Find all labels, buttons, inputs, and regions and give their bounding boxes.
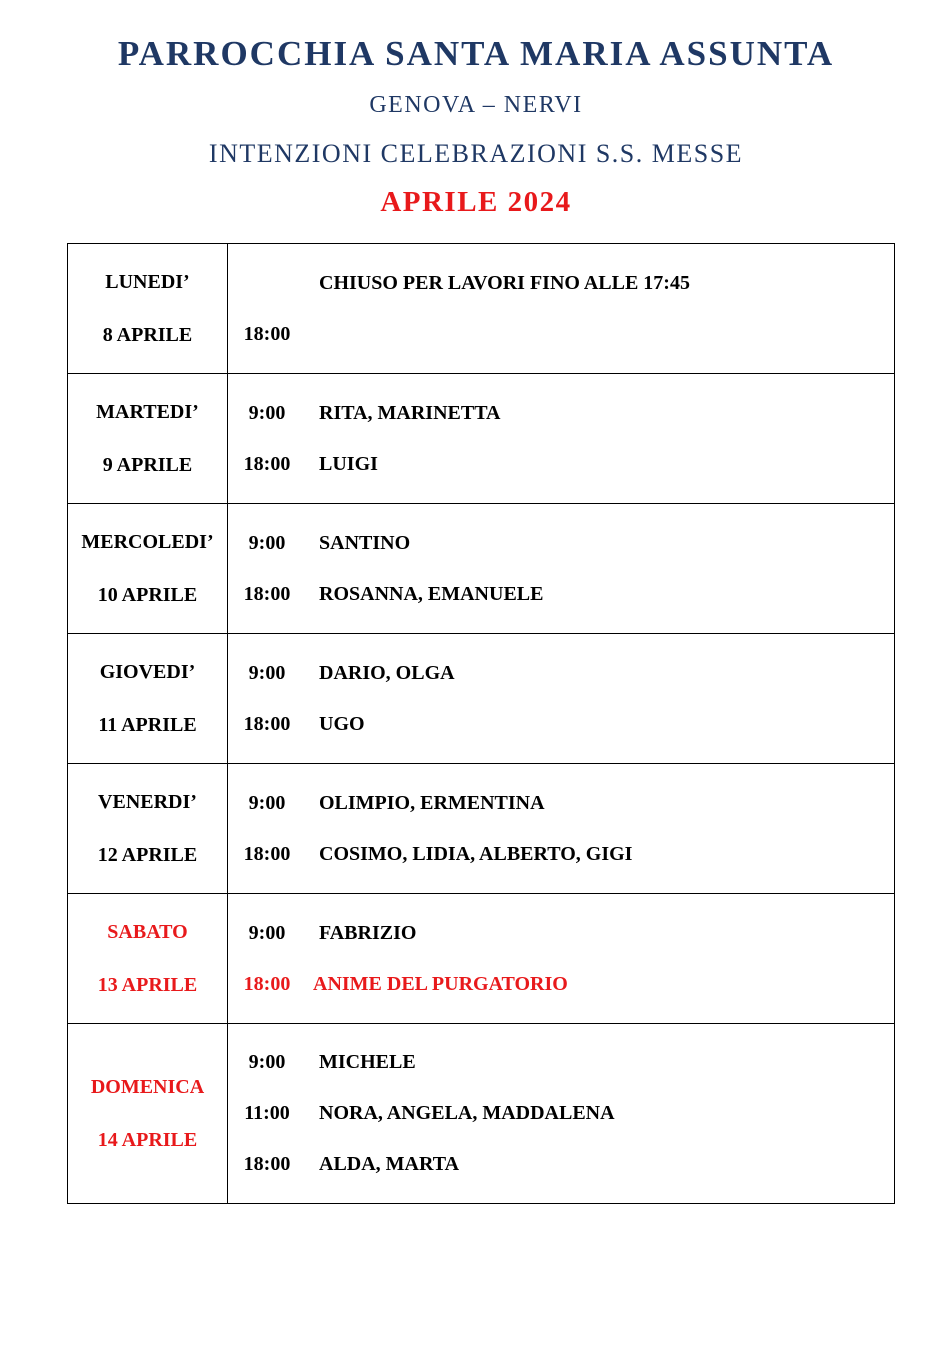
note-line xyxy=(228,258,894,309)
mass-intention: UGO xyxy=(319,712,365,735)
day-cell xyxy=(68,374,228,503)
mass-time: 18:00 xyxy=(243,452,291,475)
date: 14 APRILE xyxy=(97,1128,198,1151)
weekday: VENERDI’ xyxy=(98,790,197,813)
mass-intention: RITA, MARINETTA xyxy=(319,401,501,424)
mass-time: 18:00 xyxy=(243,712,291,735)
mass-line xyxy=(228,309,894,360)
weekday: MARTEDI’ xyxy=(96,400,199,423)
weekday: LUNEDI’ xyxy=(105,270,190,293)
table-row-friday xyxy=(68,764,895,894)
mass-time: 9:00 xyxy=(248,401,286,424)
mass-line xyxy=(228,439,894,490)
day-cell xyxy=(68,504,228,633)
mass-time: 18:00 xyxy=(243,322,291,345)
day-cell xyxy=(68,1024,228,1203)
date: 13 APRILE xyxy=(97,973,198,996)
subtitle: INTENZIONI CELEBRAZIONI S.S. MESSE xyxy=(208,139,744,168)
table-row-thursday xyxy=(68,634,895,764)
mass-time: 9:00 xyxy=(248,531,286,554)
mass-line xyxy=(228,518,894,569)
mass-time: 9:00 xyxy=(248,1051,286,1073)
mass-time: 18:00 xyxy=(243,972,291,995)
mass-intention: DARIO, OLGA xyxy=(319,661,455,684)
mass-line xyxy=(228,1088,894,1139)
masses-cell xyxy=(228,504,894,633)
mass-time: 9:00 xyxy=(248,921,286,944)
location: GENOVA – NERVI xyxy=(369,92,583,118)
mass-line xyxy=(228,1037,894,1088)
mass-line xyxy=(228,829,894,880)
mass-intention: MICHELE xyxy=(319,1051,416,1073)
page-title: PARROCCHIA SANTA MARIA ASSUNTA xyxy=(117,34,835,73)
weekday: SABATO xyxy=(107,920,188,943)
closure-note: CHIUSO PER LAVORI FINO ALLE 17:45 xyxy=(319,271,690,294)
day-cell xyxy=(68,244,228,373)
mass-line xyxy=(228,1139,894,1190)
mass-time: 9:00 xyxy=(248,791,286,814)
mass-line xyxy=(228,648,894,699)
day-cell xyxy=(68,764,228,893)
table-row-tuesday xyxy=(68,374,895,504)
mass-line xyxy=(228,388,894,439)
mass-time: 9:00 xyxy=(248,661,286,684)
mass-intention: NORA, ANGELA, MADDALENA xyxy=(319,1102,615,1124)
mass-intention: LUIGI xyxy=(319,452,378,475)
mass-intention: SANTINO xyxy=(319,531,411,554)
table-row-wednesday xyxy=(68,504,895,634)
day-cell xyxy=(68,894,228,1023)
mass-intention: ALDA, MARTA xyxy=(319,1153,460,1175)
table-row-sunday xyxy=(68,1024,895,1204)
mass-intention: OLIMPIO, ERMENTINA xyxy=(319,791,545,814)
mass-line xyxy=(228,569,894,620)
mass-line xyxy=(228,959,894,1010)
date: 9 APRILE xyxy=(102,453,193,476)
masses-cell xyxy=(228,634,894,763)
day-cell xyxy=(68,634,228,763)
date: 12 APRILE xyxy=(97,843,198,866)
mass-line xyxy=(228,778,894,829)
mass-line xyxy=(228,908,894,959)
weekday: DOMENICA xyxy=(90,1075,205,1098)
masses-cell xyxy=(228,1024,894,1203)
mass-time: 11:00 xyxy=(244,1102,290,1124)
masses-cell xyxy=(228,374,894,503)
masses-cell xyxy=(228,764,894,893)
mass-intention: ROSANNA, EMANUELE xyxy=(319,582,544,605)
weekday: GIOVEDI’ xyxy=(99,660,196,683)
table-row-saturday xyxy=(68,894,895,1024)
mass-schedule-table xyxy=(67,243,895,1204)
date: 8 APRILE xyxy=(102,323,193,346)
date: 10 APRILE xyxy=(97,583,198,606)
table-row-monday xyxy=(68,244,895,374)
mass-intention: ANIME DEL PURGATORIO xyxy=(313,972,568,995)
masses-cell xyxy=(228,894,894,1023)
mass-intention: COSIMO, LIDIA, ALBERTO, GIGI xyxy=(319,842,633,865)
mass-intention: FABRIZIO xyxy=(319,921,417,944)
mass-line xyxy=(228,699,894,750)
mass-time: 18:00 xyxy=(243,582,291,605)
masses-cell xyxy=(228,244,894,373)
weekday: MERCOLEDI’ xyxy=(81,530,214,553)
mass-time: 18:00 xyxy=(243,842,291,865)
date: 11 APRILE xyxy=(98,713,197,736)
mass-time: 18:00 xyxy=(243,1153,291,1175)
month-title: APRILE 2024 xyxy=(380,186,572,218)
